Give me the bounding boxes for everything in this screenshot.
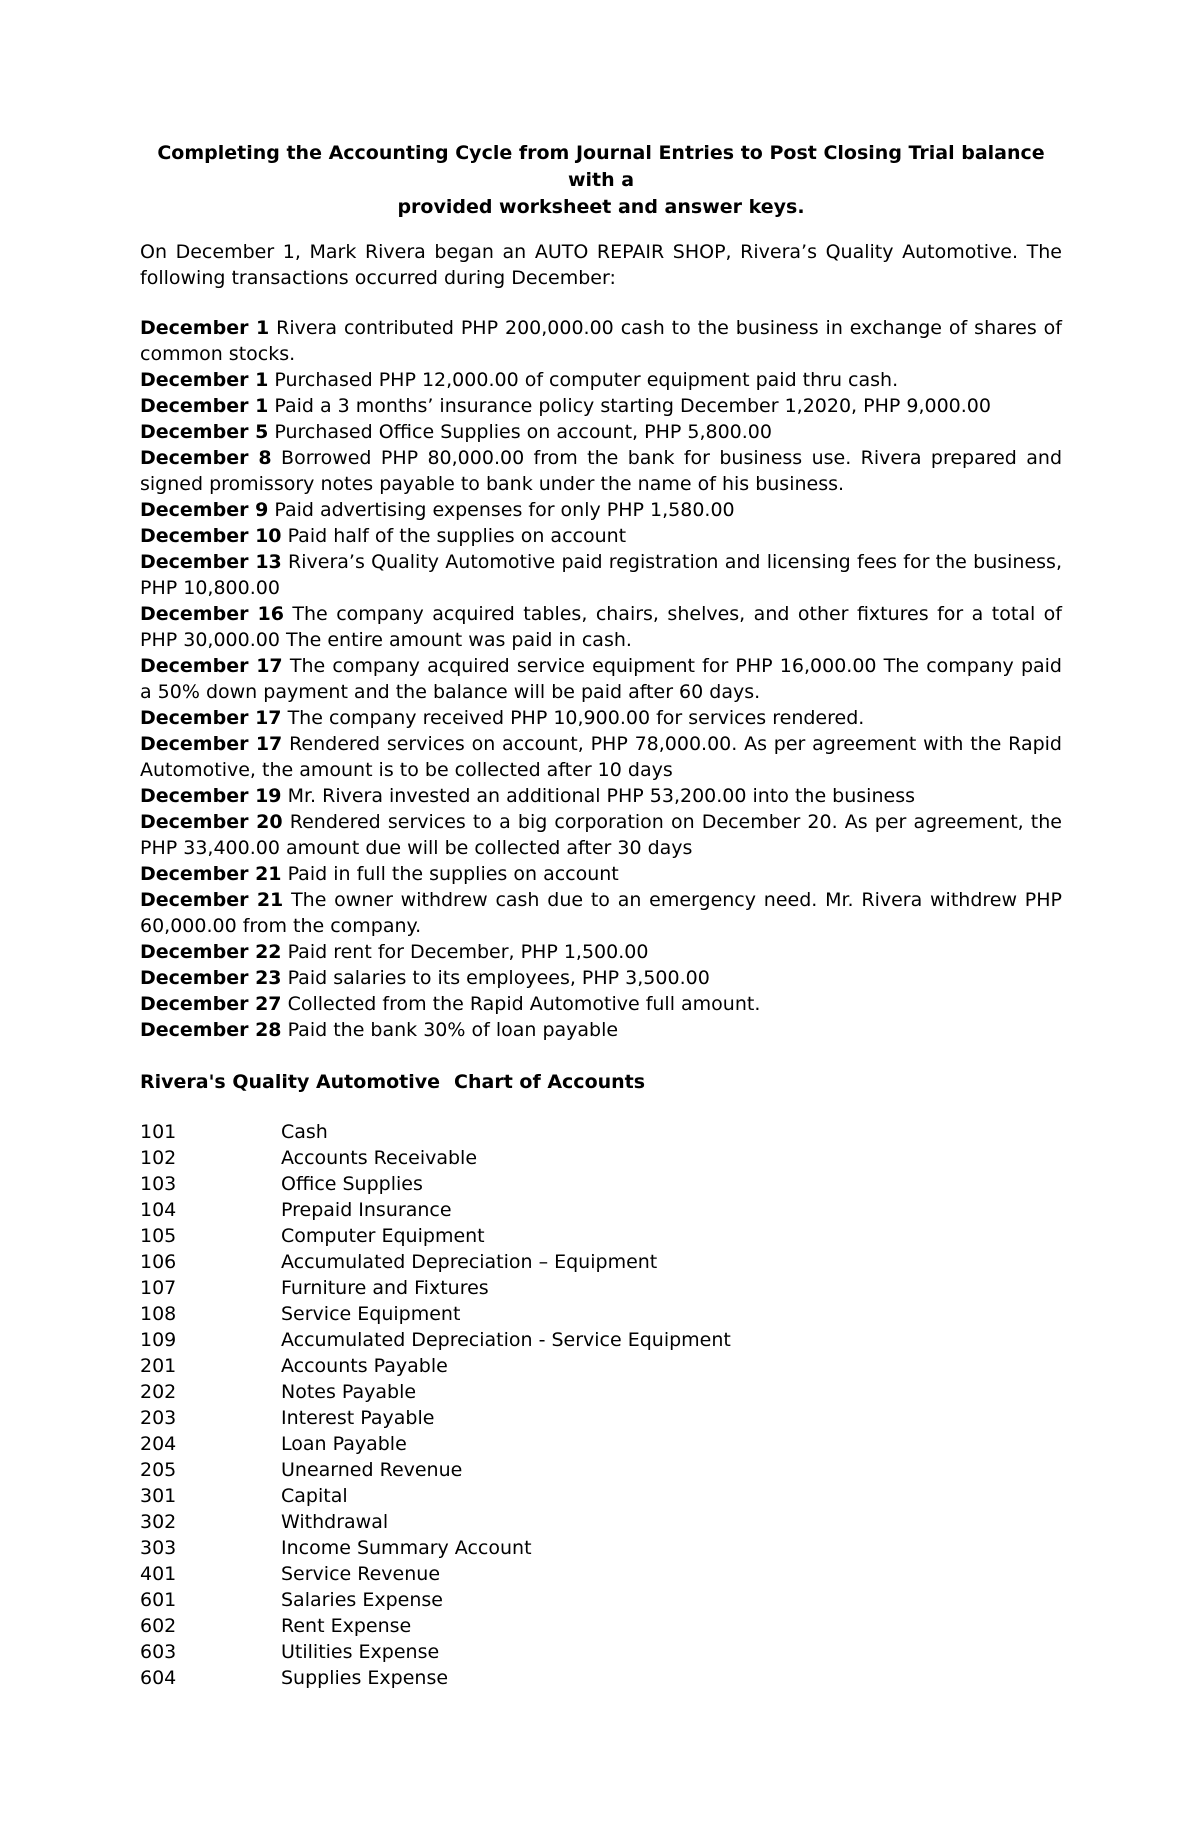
account-row [140, 1301, 1062, 1327]
transaction-entry [140, 939, 1062, 965]
account-row [140, 1223, 1062, 1249]
account-number: 204 [140, 1433, 177, 1455]
account-name: Office Supplies [281, 1173, 423, 1195]
account-name: Interest Payable [281, 1407, 435, 1429]
account-name: Cash [281, 1121, 328, 1143]
account-number: 602 [140, 1615, 177, 1637]
account-row [140, 1405, 1062, 1431]
account-row [140, 1639, 1062, 1665]
transaction-entry [140, 549, 1062, 601]
transaction-description: Collected from the Rapid Automotive full amount. [287, 993, 761, 1015]
transaction-entry [140, 419, 1062, 445]
transaction-entry [140, 783, 1062, 809]
account-row [140, 1353, 1062, 1379]
account-row [140, 1119, 1062, 1145]
account-row [140, 1483, 1062, 1509]
account-row [140, 1613, 1062, 1639]
transaction-description: Paid salaries to its employees, PHP 3,500.00 [287, 967, 710, 989]
transaction-description: Paid in full the supplies on account [287, 863, 619, 885]
transaction-date: December 8 [140, 447, 272, 469]
account-name: Computer Equipment [281, 1225, 485, 1247]
account-number: 603 [140, 1641, 177, 1663]
company-name: Rivera's Quality Automotive [140, 1071, 441, 1093]
transaction-description: The company received PHP 10,900.00 for services rendered. [287, 707, 865, 729]
chart-of-accounts-heading [140, 1069, 1062, 1095]
transaction-description: Paid a 3 months’ insurance policy starting December 1,2020, PHP 9,000.00 [274, 395, 991, 417]
account-number: 107 [140, 1277, 177, 1299]
transaction-date: December 23 [140, 967, 282, 989]
transaction-entry [140, 861, 1062, 887]
transaction-description: The company acquired service equipment for PHP 16,000.00 The company paid a 50% down payment and the balance will be paid after 60 days. [140, 655, 1062, 703]
transaction-entry [140, 497, 1062, 523]
account-number: 303 [140, 1537, 177, 1559]
account-number: 201 [140, 1355, 177, 1377]
transaction-entry [140, 991, 1062, 1017]
transaction-date: December 20 [140, 811, 283, 833]
account-name: Salaries Expense [281, 1589, 443, 1611]
transaction-date: December 16 [140, 603, 284, 625]
transaction-entry [140, 809, 1062, 861]
intro-paragraph: On December 1, Mark Rivera began an AUTO REPAIR SHOP, Rivera’s Quality Automotive. The following transactions occurred during December: [140, 241, 1062, 289]
transaction-date: December 19 [140, 785, 282, 807]
account-number: 105 [140, 1225, 177, 1247]
account-number: 109 [140, 1329, 177, 1351]
document-title [140, 140, 1062, 221]
transaction-date: December 27 [140, 993, 282, 1015]
account-row [140, 1379, 1062, 1405]
transaction-description: Purchased PHP 12,000.00 of computer equipment paid thru cash. [274, 369, 899, 391]
account-number: 106 [140, 1251, 177, 1273]
transaction-date: December 17 [140, 707, 282, 729]
transaction-description: Rendered services to a big corporation on December 20. As per agreement, the PHP 33,400.00 amount due will be collected after 30 days [140, 811, 1062, 859]
account-name: Income Summary Account [281, 1537, 532, 1559]
transaction-description: Paid half of the supplies on account [287, 525, 627, 547]
transaction-date: December 21 [140, 863, 282, 885]
account-row [140, 1509, 1062, 1535]
account-name: Withdrawal [281, 1511, 389, 1533]
account-name: Service Revenue [281, 1563, 441, 1585]
account-row [140, 1145, 1062, 1171]
account-row [140, 1535, 1062, 1561]
transaction-date: December 9 [140, 499, 269, 521]
account-name: Accounts Payable [281, 1355, 448, 1377]
account-name: Utilities Expense [281, 1641, 440, 1663]
transaction-date: December 28 [140, 1019, 282, 1041]
transaction-date: December 17 [140, 655, 283, 677]
transaction-description: The owner withdrew cash due to an emergency need. Mr. Rivera withdrew PHP 60,000.00 from the company. [140, 889, 1062, 937]
account-name: Loan Payable [281, 1433, 407, 1455]
account-row [140, 1431, 1062, 1457]
transaction-entry [140, 705, 1062, 731]
account-name: Prepaid Insurance [281, 1199, 452, 1221]
document-page [140, 140, 1062, 1691]
account-number: 104 [140, 1199, 177, 1221]
chart-of-accounts-table [140, 1119, 1062, 1691]
account-number: 202 [140, 1381, 177, 1403]
transaction-entry [140, 523, 1062, 549]
account-row [140, 1457, 1062, 1483]
account-name: Supplies Expense [281, 1667, 449, 1689]
transaction-description: The company acquired tables, chairs, shelves, and other fixtures for a total of PHP 30,000.00 The entire amount was paid in cash. [140, 603, 1062, 651]
account-name: Accounts Receivable [281, 1147, 478, 1169]
document-title-line-1: Completing the Accounting Cycle from Journal Entries to Post Closing Trial balance with a [157, 142, 1045, 191]
account-number: 301 [140, 1485, 177, 1507]
account-name: Rent Expense [281, 1615, 412, 1637]
account-name: Furniture and Fixtures [281, 1277, 489, 1299]
account-row [140, 1197, 1062, 1223]
transaction-description: Paid the bank 30% of loan payable [287, 1019, 619, 1041]
account-number: 601 [140, 1589, 177, 1611]
account-number: 102 [140, 1147, 177, 1169]
transaction-date: December 1 [140, 317, 270, 339]
document-title-line-2: provided worksheet and answer keys. [397, 196, 805, 218]
transaction-date: December 21 [140, 889, 284, 911]
transaction-date: December 1 [140, 395, 269, 417]
transaction-date: December 22 [140, 941, 282, 963]
account-name: Accumulated Depreciation – Equipment [281, 1251, 658, 1273]
transaction-description: Mr. Rivera invested an additional PHP 53,200.00 into the business [287, 785, 915, 807]
transaction-description: Rivera contributed PHP 200,000.00 cash to the business in exchange of shares of common stocks. [140, 317, 1062, 365]
transaction-entry [140, 393, 1062, 419]
account-number: 103 [140, 1173, 177, 1195]
transaction-entry [140, 1017, 1062, 1043]
transaction-description: Rendered services on account, PHP 78,000.00. As per agreement with the Rapid Automotive, the amount is to be collected after 10 days [140, 733, 1062, 781]
transaction-description: Paid rent for December, PHP 1,500.00 [287, 941, 649, 963]
account-name: Unearned Revenue [281, 1459, 463, 1481]
transaction-description: Rivera’s Quality Automotive paid registration and licensing fees for the business, PHP 10,800.00 [140, 551, 1062, 599]
account-row [140, 1327, 1062, 1353]
account-row [140, 1587, 1062, 1613]
transaction-entry [140, 601, 1062, 653]
transaction-entry [140, 315, 1062, 367]
transaction-description: Paid advertising expenses for only PHP 1,580.00 [274, 499, 735, 521]
transaction-list [140, 315, 1062, 1043]
transaction-entry [140, 445, 1062, 497]
transaction-date: December 5 [140, 421, 269, 443]
transaction-description: Purchased Office Supplies on account, PHP 5,800.00 [274, 421, 772, 443]
transaction-date: December 1 [140, 369, 269, 391]
account-row [140, 1275, 1062, 1301]
transaction-date: December 10 [140, 525, 282, 547]
account-row [140, 1171, 1062, 1197]
account-row [140, 1665, 1062, 1691]
transaction-entry [140, 653, 1062, 705]
account-number: 101 [140, 1121, 177, 1143]
transaction-entry [140, 731, 1062, 783]
account-name: Accumulated Depreciation - Service Equipment [281, 1329, 731, 1351]
transaction-date: December 17 [140, 733, 283, 755]
account-name: Service Equipment [281, 1303, 461, 1325]
transaction-entry [140, 965, 1062, 991]
chart-of-accounts-label: Chart of Accounts [454, 1071, 646, 1093]
account-number: 203 [140, 1407, 177, 1429]
account-name: Capital [281, 1485, 348, 1507]
account-number: 401 [140, 1563, 177, 1585]
account-row [140, 1249, 1062, 1275]
transaction-entry [140, 887, 1062, 939]
account-name: Notes Payable [281, 1381, 417, 1403]
transaction-description: Borrowed PHP 80,000.00 from the bank for business use. Rivera prepared and signed promissory notes payable to bank under the name of his business. [140, 447, 1063, 495]
account-number: 108 [140, 1303, 177, 1325]
account-number: 604 [140, 1667, 177, 1689]
account-number: 205 [140, 1459, 177, 1481]
account-row [140, 1561, 1062, 1587]
account-number: 302 [140, 1511, 177, 1533]
transaction-entry [140, 367, 1062, 393]
transaction-date: December 13 [140, 551, 282, 573]
